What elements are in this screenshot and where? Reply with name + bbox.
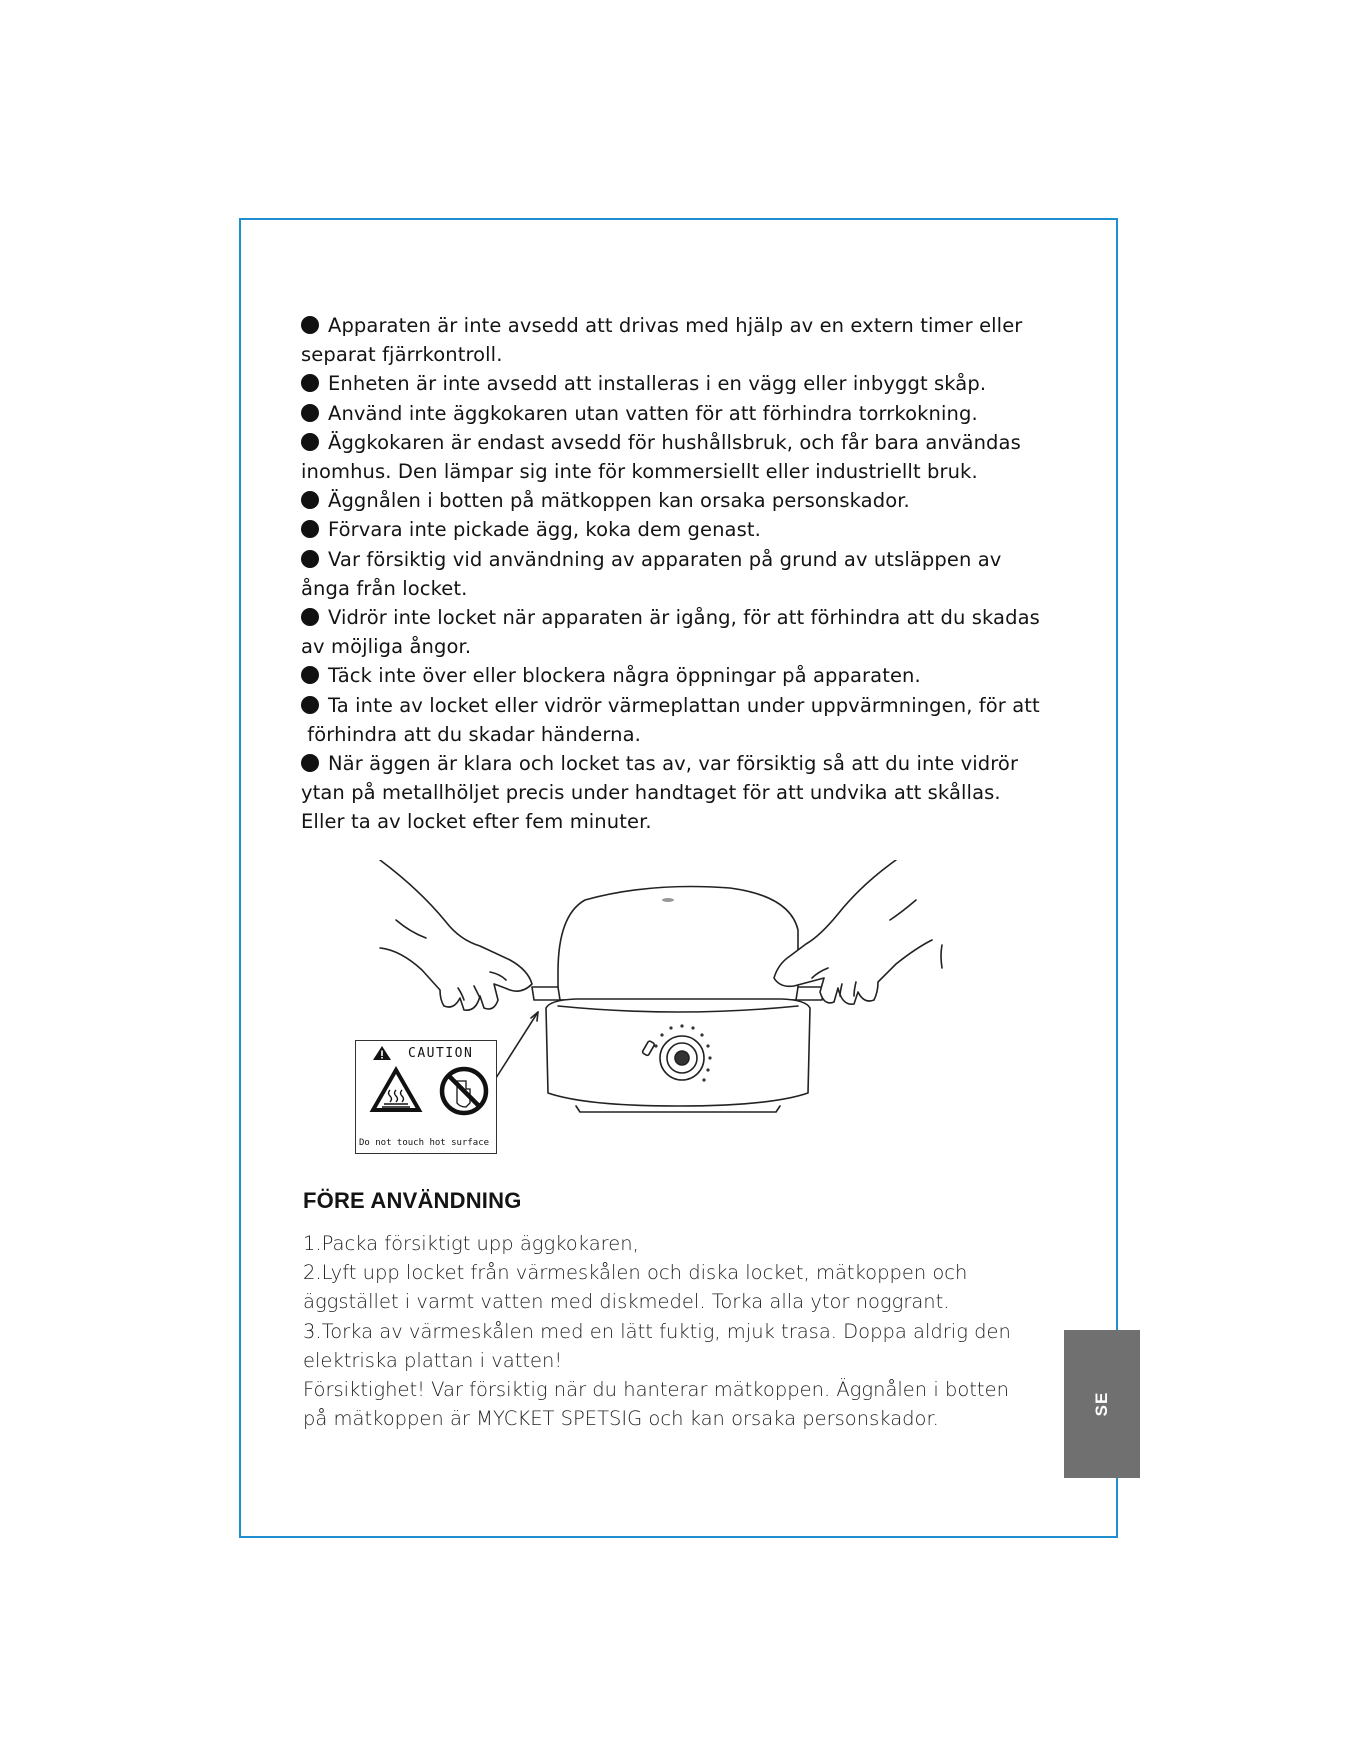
warning-line: Apparaten är inte avsedd att drivas med hjälp av en extern timer eller xyxy=(301,311,1061,340)
instruction-line: på mätkoppen är MYCKET SPETSIG och kan orsaka personskador. xyxy=(303,1407,939,1431)
instruction-line: äggstället i varmt vatten med diskmedel. Torka alla ytor noggrant. xyxy=(303,1290,950,1314)
warning-line: inomhus. Den lämpar sig inte för kommersiellt eller industriellt bruk. xyxy=(301,460,978,484)
pointer-line xyxy=(496,1012,538,1078)
warning-line: Enheten är inte avsedd att installeras i en vägg eller inbyggt skåp. xyxy=(301,369,1061,398)
safety-warnings xyxy=(301,311,1061,837)
instruction-line: elektriska plattan i vatten! xyxy=(303,1348,563,1372)
bullet-icon xyxy=(301,608,319,626)
warning-line: Vidrör inte locket när apparaten är igång, för att förhindra att du skadas xyxy=(301,603,1061,632)
language-tab xyxy=(1064,1330,1140,1478)
instruction-line: 3.Torka av värmeskålen med en lätt fuktig, mjuk trasa. Doppa aldrig den xyxy=(303,1319,1011,1343)
warning-line: Ta inte av locket eller vidrör värmeplattan under uppvärmningen, för att xyxy=(301,691,1061,720)
instruction-line: Försiktighet! Var försiktig när du hanterar mätkoppen. Äggnålen i botten xyxy=(303,1378,1009,1402)
caution-title: CAUTION xyxy=(408,1046,474,1061)
bullet-icon xyxy=(301,491,319,509)
warning-line: Äggnålen i botten på mätkoppen kan orsaka personskador. xyxy=(301,486,1061,515)
bullet-icon xyxy=(301,404,319,422)
caution-caption: Do not touch hot surface xyxy=(359,1138,490,1148)
hot-surface-warning-icon xyxy=(373,1070,419,1110)
instruction-line: 1.Packa försiktigt upp äggkokaren, xyxy=(303,1232,639,1255)
warning-line: av möjliga ångor. xyxy=(301,635,472,659)
warning-line: Var försiktig vid användning av apparaten på grund av utsläppen av xyxy=(301,545,1061,574)
bullet-icon xyxy=(301,754,319,772)
bullet-icon xyxy=(301,666,319,684)
warning-line: När äggen är klara och locket tas av, var försiktig så att du inte vidrör xyxy=(301,749,1061,778)
lid-outline xyxy=(558,887,798,1001)
before-use-instructions xyxy=(303,1229,1063,1433)
bullet-icon xyxy=(301,316,319,334)
bullet-icon xyxy=(301,433,319,451)
warning-line: ytan på metallhöljet precis under handtaget för att undvika att skållas. xyxy=(301,781,1001,805)
caution-label xyxy=(355,1040,497,1154)
instruction-line: 2.Lyft upp locket från värmeskålen och diska locket, mätkoppen och xyxy=(303,1261,968,1285)
bullet-icon xyxy=(301,520,319,538)
lid-vent xyxy=(662,898,674,902)
bullet-icon xyxy=(301,374,319,392)
warning-line: Äggkokaren är endast avsedd för hushållsbruk, och får bara användas xyxy=(301,428,1061,457)
warning-line: Förvara inte pickade ägg, koka dem genast. xyxy=(301,515,1061,544)
left-hand xyxy=(380,860,532,1010)
warning-line: Använd inte äggkokaren utan vatten för att förhindra torrkokning. xyxy=(301,399,1061,428)
left-handle xyxy=(532,987,560,1000)
language-tab-label: SE xyxy=(1092,1391,1111,1417)
warning-line: förhindra att du skadar händerna. xyxy=(301,722,641,746)
warning-line: ånga från locket. xyxy=(301,576,468,600)
section-heading-before-use: FÖRE ANVÄNDNING xyxy=(303,1188,522,1213)
no-touch-icon xyxy=(442,1069,486,1113)
bullet-icon xyxy=(301,696,319,714)
warning-line: Eller ta av locket efter fem minuter. xyxy=(301,810,652,834)
bullet-icon xyxy=(301,550,319,568)
warning-line: separat fjärrkontroll. xyxy=(301,343,503,367)
warning-triangle-icon xyxy=(373,1046,391,1060)
warning-line: Täck inte över eller blockera några öppningar på apparaten. xyxy=(301,661,1061,690)
